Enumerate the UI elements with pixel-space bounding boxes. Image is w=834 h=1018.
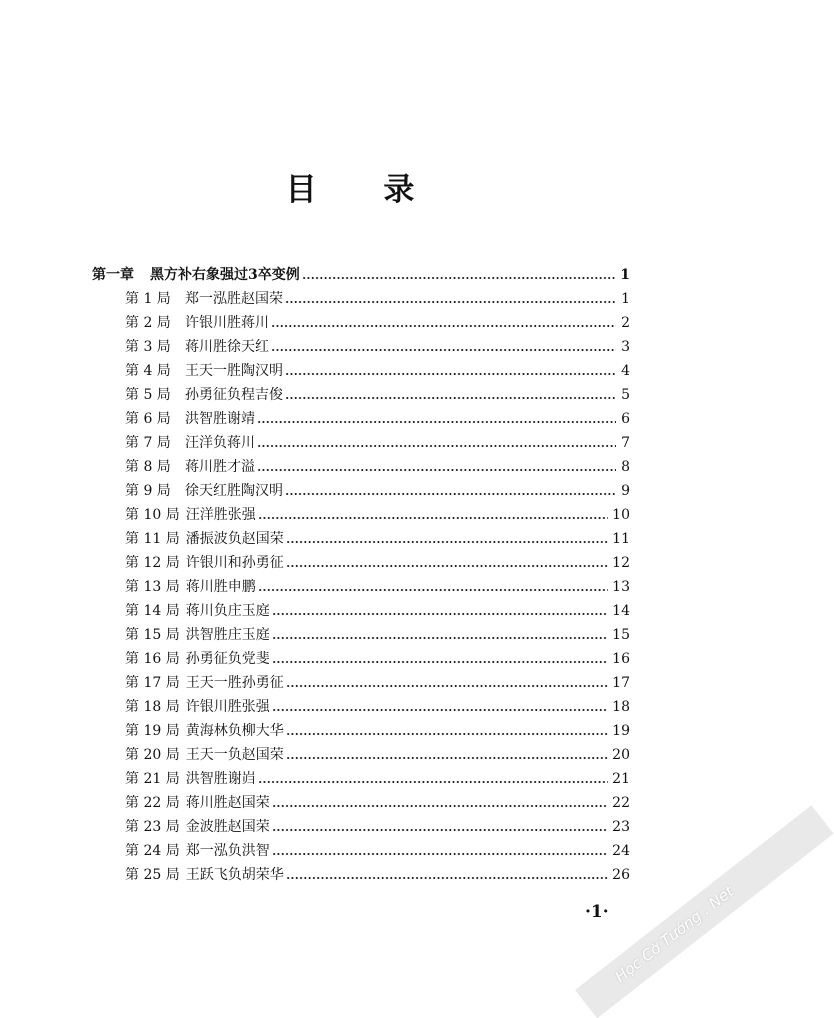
dot-leader <box>285 372 616 376</box>
game-number: 第 24 局 <box>125 843 180 859</box>
game-title: 王天一负赵国荣 <box>185 747 284 763</box>
toc-game-entry[interactable] <box>92 863 630 887</box>
toc-game-entry[interactable] <box>92 575 630 599</box>
game-number: 第 21 局 <box>125 771 180 787</box>
game-title: 王天一胜孙勇征 <box>185 675 284 691</box>
page-number: 17 <box>612 675 630 691</box>
page-number: 23 <box>612 819 630 835</box>
page-number: 8 <box>621 459 630 475</box>
game-number: 第 5 局 <box>125 387 171 403</box>
table-of-contents <box>92 263 630 887</box>
dot-leader <box>272 612 608 616</box>
page-number: 13 <box>612 579 630 595</box>
page-number: 2 <box>621 315 630 331</box>
dot-leader <box>272 708 608 712</box>
toc-game-entry[interactable] <box>92 647 630 671</box>
toc-game-entry[interactable] <box>92 815 630 839</box>
game-title: 蒋川胜申鹏 <box>185 579 256 595</box>
game-number: 第 19 局 <box>125 723 180 739</box>
dot-leader <box>286 732 608 736</box>
toc-game-entry[interactable] <box>92 383 630 407</box>
game-number: 第 11 局 <box>125 531 180 547</box>
toc-game-entry[interactable] <box>92 287 630 311</box>
game-number: 第 1 局 <box>125 291 171 307</box>
page-number: 12 <box>612 555 630 571</box>
game-title: 蒋川胜赵国荣 <box>185 795 270 811</box>
toc-game-entry[interactable] <box>92 839 630 863</box>
page-number: 19 <box>612 723 630 739</box>
game-number: 第 6 局 <box>125 411 171 427</box>
dot-leader <box>257 420 616 424</box>
dot-leader <box>271 324 616 328</box>
game-title: 金波胜赵国荣 <box>185 819 270 835</box>
toc-game-entry[interactable] <box>92 743 630 767</box>
dot-leader <box>258 780 608 784</box>
page-number: 9 <box>621 483 630 499</box>
game-title: 王跃飞负胡荣华 <box>185 867 284 883</box>
dot-leader <box>285 396 616 400</box>
dot-leader <box>286 756 608 760</box>
dot-leader <box>286 684 608 688</box>
game-number: 第 13 局 <box>125 579 180 595</box>
dot-leader <box>286 876 608 880</box>
game-title: 孙勇征负党斐 <box>185 651 270 667</box>
game-number: 第 9 局 <box>125 483 171 499</box>
toc-chapter-entry[interactable] <box>92 263 630 287</box>
game-title: 蒋川负庄玉庭 <box>185 603 270 619</box>
game-number: 第 12 局 <box>125 555 180 571</box>
page-number: 1 <box>620 267 630 283</box>
game-title: 洪智胜庄玉庭 <box>185 627 270 643</box>
game-number: 第 7 局 <box>125 435 171 451</box>
page-number: 18 <box>612 699 630 715</box>
dot-leader <box>257 444 616 448</box>
game-title: 孙勇征负程吉俊 <box>185 387 283 403</box>
game-number: 第 20 局 <box>125 747 180 763</box>
game-title: 蒋川胜才溢 <box>185 459 255 475</box>
page-number: 21 <box>612 771 630 787</box>
toc-game-entry[interactable] <box>92 767 630 791</box>
page-number: 20 <box>612 747 630 763</box>
page-number: 10 <box>612 507 630 523</box>
page-number: 3 <box>621 339 630 355</box>
toc-game-entry[interactable] <box>92 527 630 551</box>
game-number: 第 2 局 <box>125 315 171 331</box>
toc-game-entry[interactable] <box>92 623 630 647</box>
page-number: 1 <box>621 291 630 307</box>
dot-leader <box>272 660 608 664</box>
page-number: 22 <box>612 795 630 811</box>
toc-game-entry[interactable] <box>92 671 630 695</box>
game-title: 许银川胜张强 <box>185 699 270 715</box>
game-number: 第 14 局 <box>125 603 180 619</box>
toc-game-entry[interactable] <box>92 431 630 455</box>
toc-game-entry[interactable] <box>92 503 630 527</box>
game-title: 汪洋负蒋川 <box>185 435 255 451</box>
game-title: 许银川和孙勇征 <box>185 555 284 571</box>
game-number: 第 15 局 <box>125 627 180 643</box>
toc-game-entry[interactable] <box>92 479 630 503</box>
game-number: 第 8 局 <box>125 459 171 475</box>
game-number: 第 22 局 <box>125 795 180 811</box>
page-number: 24 <box>612 843 630 859</box>
game-number: 第 4 局 <box>125 363 171 379</box>
dot-leader <box>271 348 616 352</box>
chapter-number: 第一章 <box>92 267 134 283</box>
dot-leader <box>302 276 616 280</box>
game-title: 潘振波负赵国荣 <box>185 531 284 547</box>
dot-leader <box>272 804 608 808</box>
dot-leader <box>285 300 616 304</box>
page-number: 5 <box>621 387 630 403</box>
toc-game-entry[interactable] <box>92 551 630 575</box>
dot-leader <box>272 852 608 856</box>
toc-game-entry[interactable] <box>92 359 630 383</box>
toc-game-entry[interactable] <box>92 455 630 479</box>
dot-leader <box>286 540 608 544</box>
chapter-title: 黑方补右象强过3卒变例 <box>150 267 300 283</box>
dot-leader <box>272 636 608 640</box>
toc-game-entry[interactable] <box>92 695 630 719</box>
game-number: 第 10 局 <box>125 507 180 523</box>
page-folio: ·1· <box>585 902 609 922</box>
game-title: 王天一胜陶汉明 <box>185 363 283 379</box>
page-number: 6 <box>621 411 630 427</box>
toc-game-entry[interactable] <box>92 311 630 335</box>
game-number: 第 25 局 <box>125 867 180 883</box>
toc-game-entry[interactable] <box>92 791 630 815</box>
dot-leader <box>286 564 608 568</box>
game-title: 郑一泓负洪智 <box>185 843 270 859</box>
dot-leader <box>258 588 608 592</box>
game-title: 徐天红胜陶汉明 <box>185 483 283 499</box>
toc-game-entry[interactable] <box>92 335 630 359</box>
game-number: 第 16 局 <box>125 651 180 667</box>
game-number: 第 18 局 <box>125 699 180 715</box>
dot-leader <box>285 492 616 496</box>
dot-leader <box>258 516 608 520</box>
game-title: 许银川胜蒋川 <box>185 315 269 331</box>
game-title: 黄海林负柳大华 <box>185 723 284 739</box>
page-number: 16 <box>612 651 630 667</box>
game-title: 蒋川胜徐天红 <box>185 339 269 355</box>
game-number: 第 23 局 <box>125 819 180 835</box>
toc-game-entry[interactable] <box>92 407 630 431</box>
game-title: 郑一泓胜赵国荣 <box>185 291 283 307</box>
page-number: 4 <box>621 363 630 379</box>
game-title: 汪洋胜张强 <box>185 507 256 523</box>
dot-leader <box>272 828 608 832</box>
dot-leader <box>257 468 616 472</box>
toc-game-entry[interactable] <box>92 719 630 743</box>
page-number: 14 <box>612 603 630 619</box>
page-number: 26 <box>612 867 630 883</box>
game-title: 洪智胜谢岿 <box>185 771 256 787</box>
toc-game-entry[interactable] <box>92 599 630 623</box>
watermark-text: Học Cờ Tướng . Net <box>611 882 738 986</box>
page-number: 11 <box>612 531 630 547</box>
game-title: 洪智胜谢靖 <box>185 411 255 427</box>
page-title: 目 录 <box>285 172 443 208</box>
game-number: 第 3 局 <box>125 339 171 355</box>
game-number: 第 17 局 <box>125 675 180 691</box>
page-number: 7 <box>621 435 630 451</box>
page-number: 15 <box>612 627 630 643</box>
